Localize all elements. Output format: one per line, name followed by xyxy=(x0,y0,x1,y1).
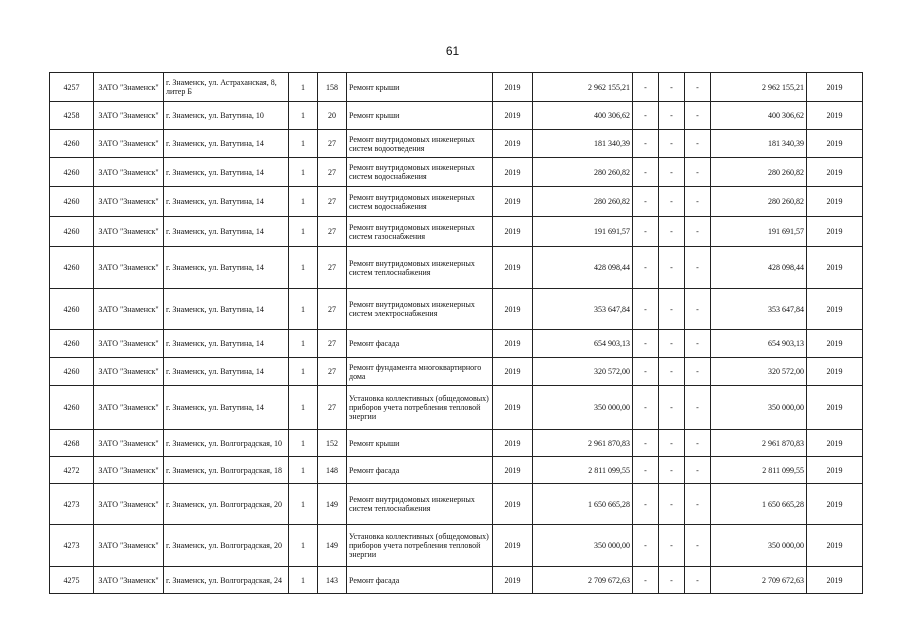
year-cell: 2019 xyxy=(493,187,533,217)
empty-cell-3: - xyxy=(685,358,711,386)
municipality-cell: ЗАТО "Знаменск" xyxy=(94,289,164,330)
cost-cell: 428 098,44 xyxy=(533,247,633,289)
count-b-cell: 27 xyxy=(318,187,347,217)
municipality-cell: ЗАТО "Знаменск" xyxy=(94,525,164,567)
completion-year-cell: 2019 xyxy=(807,130,863,158)
work-type-cell: Ремонт фасада xyxy=(347,330,493,358)
empty-cell-1: - xyxy=(633,187,659,217)
municipality-cell: ЗАТО "Знаменск" xyxy=(94,158,164,187)
empty-cell-3: - xyxy=(685,457,711,484)
address-cell: г. Знаменск, ул. Ватутина, 14 xyxy=(164,330,289,358)
cost-cell: 350 000,00 xyxy=(533,525,633,567)
cost-cell: 2 961 870,83 xyxy=(533,430,633,457)
empty-cell-3: - xyxy=(685,247,711,289)
count-a-cell: 1 xyxy=(289,217,318,247)
completion-year-cell: 2019 xyxy=(807,358,863,386)
year-cell: 2019 xyxy=(493,525,533,567)
work-type-cell: Ремонт внутридомовых инженерных систем теплоснабжения xyxy=(347,484,493,525)
address-cell: г. Знаменск, ул. Волгоградская, 20 xyxy=(164,525,289,567)
count-b-cell: 152 xyxy=(318,430,347,457)
count-a-cell: 1 xyxy=(289,358,318,386)
house-id-cell: 4258 xyxy=(50,102,94,130)
year-cell: 2019 xyxy=(493,102,533,130)
municipality-cell: ЗАТО "Знаменск" xyxy=(94,247,164,289)
cost-cell: 181 340,39 xyxy=(533,130,633,158)
table-row xyxy=(50,187,863,217)
house-id-cell: 4273 xyxy=(50,484,94,525)
cost-cell: 2 709 672,63 xyxy=(533,567,633,594)
completion-year-cell: 2019 xyxy=(807,567,863,594)
total-cell: 353 647,84 xyxy=(711,289,807,330)
count-b-cell: 20 xyxy=(318,102,347,130)
municipality-cell: ЗАТО "Знаменск" xyxy=(94,330,164,358)
empty-cell-2: - xyxy=(659,567,685,594)
total-cell: 2 709 672,63 xyxy=(711,567,807,594)
house-id-cell: 4260 xyxy=(50,358,94,386)
municipality-cell: ЗАТО "Знаменск" xyxy=(94,73,164,102)
total-cell: 654 903,13 xyxy=(711,330,807,358)
count-b-cell: 158 xyxy=(318,73,347,102)
year-cell: 2019 xyxy=(493,73,533,102)
year-cell: 2019 xyxy=(493,158,533,187)
count-b-cell: 27 xyxy=(318,358,347,386)
year-cell: 2019 xyxy=(493,130,533,158)
cost-cell: 654 903,13 xyxy=(533,330,633,358)
house-id-cell: 4272 xyxy=(50,457,94,484)
count-b-cell: 27 xyxy=(318,130,347,158)
work-type-cell: Ремонт крыши xyxy=(347,102,493,130)
address-cell: г. Знаменск, ул. Ватутина, 14 xyxy=(164,247,289,289)
table-row xyxy=(50,525,863,567)
address-cell: г. Знаменск, ул. Волгоградская, 10 xyxy=(164,430,289,457)
work-type-cell: Ремонт внутридомовых инженерных систем электроснабжения xyxy=(347,289,493,330)
count-a-cell: 1 xyxy=(289,130,318,158)
completion-year-cell: 2019 xyxy=(807,102,863,130)
empty-cell-3: - xyxy=(685,567,711,594)
completion-year-cell: 2019 xyxy=(807,217,863,247)
table-row xyxy=(50,567,863,594)
house-id-cell: 4257 xyxy=(50,73,94,102)
table-row xyxy=(50,330,863,358)
municipality-cell: ЗАТО "Знаменск" xyxy=(94,187,164,217)
empty-cell-1: - xyxy=(633,158,659,187)
house-id-cell: 4260 xyxy=(50,158,94,187)
table-row xyxy=(50,73,863,102)
empty-cell-3: - xyxy=(685,73,711,102)
empty-cell-2: - xyxy=(659,289,685,330)
empty-cell-2: - xyxy=(659,130,685,158)
empty-cell-1: - xyxy=(633,430,659,457)
empty-cell-3: - xyxy=(685,217,711,247)
municipality-cell: ЗАТО "Знаменск" xyxy=(94,102,164,130)
count-a-cell: 1 xyxy=(289,330,318,358)
work-type-cell: Ремонт фасада xyxy=(347,457,493,484)
cost-cell: 350 000,00 xyxy=(533,386,633,430)
count-a-cell: 1 xyxy=(289,567,318,594)
completion-year-cell: 2019 xyxy=(807,289,863,330)
municipality-cell: ЗАТО "Знаменск" xyxy=(94,130,164,158)
completion-year-cell: 2019 xyxy=(807,330,863,358)
total-cell: 181 340,39 xyxy=(711,130,807,158)
count-b-cell: 27 xyxy=(318,289,347,330)
empty-cell-2: - xyxy=(659,158,685,187)
municipality-cell: ЗАТО "Знаменск" xyxy=(94,567,164,594)
municipality-cell: ЗАТО "Знаменск" xyxy=(94,484,164,525)
empty-cell-1: - xyxy=(633,217,659,247)
empty-cell-1: - xyxy=(633,102,659,130)
address-cell: г. Знаменск, ул. Волгоградская, 20 xyxy=(164,484,289,525)
count-a-cell: 1 xyxy=(289,525,318,567)
completion-year-cell: 2019 xyxy=(807,73,863,102)
address-cell: г. Знаменск, ул. Ватутина, 14 xyxy=(164,217,289,247)
municipality-cell: ЗАТО "Знаменск" xyxy=(94,386,164,430)
empty-cell-3: - xyxy=(685,158,711,187)
empty-cell-2: - xyxy=(659,430,685,457)
municipality-cell: ЗАТО "Знаменск" xyxy=(94,430,164,457)
empty-cell-2: - xyxy=(659,525,685,567)
total-cell: 280 260,82 xyxy=(711,158,807,187)
cost-cell: 280 260,82 xyxy=(533,158,633,187)
house-id-cell: 4273 xyxy=(50,525,94,567)
cost-cell: 400 306,62 xyxy=(533,102,633,130)
count-b-cell: 148 xyxy=(318,457,347,484)
table-row xyxy=(50,217,863,247)
completion-year-cell: 2019 xyxy=(807,158,863,187)
table-row xyxy=(50,386,863,430)
empty-cell-3: - xyxy=(685,430,711,457)
municipality-cell: ЗАТО "Знаменск" xyxy=(94,457,164,484)
total-cell: 2 961 870,83 xyxy=(711,430,807,457)
completion-year-cell: 2019 xyxy=(807,247,863,289)
house-id-cell: 4260 xyxy=(50,289,94,330)
address-cell: г. Знаменск, ул. Волгоградская, 24 xyxy=(164,567,289,594)
empty-cell-1: - xyxy=(633,484,659,525)
empty-cell-3: - xyxy=(685,187,711,217)
empty-cell-2: - xyxy=(659,358,685,386)
work-type-cell: Ремонт внутридомовых инженерных систем водоснабжения xyxy=(347,158,493,187)
count-a-cell: 1 xyxy=(289,73,318,102)
total-cell: 350 000,00 xyxy=(711,386,807,430)
empty-cell-1: - xyxy=(633,289,659,330)
year-cell: 2019 xyxy=(493,330,533,358)
total-cell: 400 306,62 xyxy=(711,102,807,130)
house-id-cell: 4260 xyxy=(50,187,94,217)
table-row xyxy=(50,430,863,457)
cost-cell: 2 962 155,21 xyxy=(533,73,633,102)
house-id-cell: 4268 xyxy=(50,430,94,457)
count-b-cell: 149 xyxy=(318,484,347,525)
work-type-cell: Ремонт фундамента многоквартирного дома xyxy=(347,358,493,386)
year-cell: 2019 xyxy=(493,484,533,525)
work-type-cell: Установка коллективных (общедомовых) приборов учета потребления тепловой энергии xyxy=(347,525,493,567)
total-cell: 428 098,44 xyxy=(711,247,807,289)
count-a-cell: 1 xyxy=(289,430,318,457)
count-a-cell: 1 xyxy=(289,386,318,430)
year-cell: 2019 xyxy=(493,567,533,594)
year-cell: 2019 xyxy=(493,247,533,289)
table-row xyxy=(50,247,863,289)
municipality-cell: ЗАТО "Знаменск" xyxy=(94,217,164,247)
address-cell: г. Знаменск, ул. Ватутина, 10 xyxy=(164,102,289,130)
address-cell: г. Знаменск, ул. Ватутина, 14 xyxy=(164,358,289,386)
empty-cell-3: - xyxy=(685,484,711,525)
total-cell: 1 650 665,28 xyxy=(711,484,807,525)
table-row xyxy=(50,130,863,158)
empty-cell-1: - xyxy=(633,457,659,484)
address-cell: г. Знаменск, ул. Ватутина, 14 xyxy=(164,289,289,330)
completion-year-cell: 2019 xyxy=(807,187,863,217)
empty-cell-3: - xyxy=(685,130,711,158)
house-id-cell: 4260 xyxy=(50,330,94,358)
work-type-cell: Ремонт фасада xyxy=(347,567,493,594)
cost-cell: 320 572,00 xyxy=(533,358,633,386)
count-b-cell: 27 xyxy=(318,386,347,430)
table-row xyxy=(50,484,863,525)
empty-cell-3: - xyxy=(685,386,711,430)
address-cell: г. Знаменск, ул. Астраханская, 8, литер Б xyxy=(164,73,289,102)
work-type-cell: Ремонт внутридомовых инженерных систем водоотведения xyxy=(347,130,493,158)
total-cell: 320 572,00 xyxy=(711,358,807,386)
work-type-cell: Ремонт крыши xyxy=(347,73,493,102)
empty-cell-2: - xyxy=(659,73,685,102)
cost-cell: 191 691,57 xyxy=(533,217,633,247)
cost-cell: 2 811 099,55 xyxy=(533,457,633,484)
year-cell: 2019 xyxy=(493,358,533,386)
empty-cell-2: - xyxy=(659,102,685,130)
year-cell: 2019 xyxy=(493,430,533,457)
work-type-cell: Установка коллективных (общедомовых) приборов учета потребления тепловой энергии xyxy=(347,386,493,430)
address-cell: г. Знаменск, ул. Ватутина, 14 xyxy=(164,386,289,430)
year-cell: 2019 xyxy=(493,289,533,330)
empty-cell-1: - xyxy=(633,525,659,567)
empty-cell-1: - xyxy=(633,330,659,358)
empty-cell-1: - xyxy=(633,386,659,430)
count-a-cell: 1 xyxy=(289,158,318,187)
total-cell: 191 691,57 xyxy=(711,217,807,247)
completion-year-cell: 2019 xyxy=(807,430,863,457)
house-id-cell: 4275 xyxy=(50,567,94,594)
count-b-cell: 143 xyxy=(318,567,347,594)
empty-cell-3: - xyxy=(685,330,711,358)
cost-cell: 280 260,82 xyxy=(533,187,633,217)
address-cell: г. Знаменск, ул. Волгоградская, 18 xyxy=(164,457,289,484)
count-a-cell: 1 xyxy=(289,187,318,217)
empty-cell-1: - xyxy=(633,130,659,158)
empty-cell-1: - xyxy=(633,358,659,386)
empty-cell-1: - xyxy=(633,247,659,289)
count-a-cell: 1 xyxy=(289,457,318,484)
cost-cell: 353 647,84 xyxy=(533,289,633,330)
completion-year-cell: 2019 xyxy=(807,484,863,525)
empty-cell-2: - xyxy=(659,247,685,289)
table-row xyxy=(50,358,863,386)
empty-cell-3: - xyxy=(685,102,711,130)
count-b-cell: 27 xyxy=(318,247,347,289)
work-type-cell: Ремонт внутридомовых инженерных систем газоснабжения xyxy=(347,217,493,247)
table-row xyxy=(50,289,863,330)
total-cell: 2 962 155,21 xyxy=(711,73,807,102)
count-b-cell: 27 xyxy=(318,158,347,187)
count-a-cell: 1 xyxy=(289,102,318,130)
empty-cell-3: - xyxy=(685,525,711,567)
work-type-cell: Ремонт крыши xyxy=(347,430,493,457)
empty-cell-2: - xyxy=(659,330,685,358)
year-cell: 2019 xyxy=(493,386,533,430)
address-cell: г. Знаменск, ул. Ватутина, 14 xyxy=(164,158,289,187)
table-row xyxy=(50,158,863,187)
work-type-cell: Ремонт внутридомовых инженерных систем теплоснабжения xyxy=(347,247,493,289)
empty-cell-2: - xyxy=(659,217,685,247)
table-row xyxy=(50,102,863,130)
completion-year-cell: 2019 xyxy=(807,525,863,567)
year-cell: 2019 xyxy=(493,217,533,247)
page-number: 61 xyxy=(445,44,460,58)
address-cell: г. Знаменск, ул. Ватутина, 14 xyxy=(164,187,289,217)
empty-cell-2: - xyxy=(659,457,685,484)
cost-cell: 1 650 665,28 xyxy=(533,484,633,525)
empty-cell-1: - xyxy=(633,567,659,594)
total-cell: 350 000,00 xyxy=(711,525,807,567)
empty-cell-3: - xyxy=(685,289,711,330)
completion-year-cell: 2019 xyxy=(807,457,863,484)
completion-year-cell: 2019 xyxy=(807,386,863,430)
house-id-cell: 4260 xyxy=(50,217,94,247)
count-b-cell: 27 xyxy=(318,330,347,358)
house-id-cell: 4260 xyxy=(50,130,94,158)
house-id-cell: 4260 xyxy=(50,247,94,289)
table-row xyxy=(50,457,863,484)
total-cell: 280 260,82 xyxy=(711,187,807,217)
empty-cell-2: - xyxy=(659,386,685,430)
count-b-cell: 149 xyxy=(318,525,347,567)
count-b-cell: 27 xyxy=(318,217,347,247)
empty-cell-2: - xyxy=(659,187,685,217)
count-a-cell: 1 xyxy=(289,289,318,330)
work-type-cell: Ремонт внутридомовых инженерных систем водоснабжения xyxy=(347,187,493,217)
address-cell: г. Знаменск, ул. Ватутина, 14 xyxy=(164,130,289,158)
year-cell: 2019 xyxy=(493,457,533,484)
total-cell: 2 811 099,55 xyxy=(711,457,807,484)
count-a-cell: 1 xyxy=(289,247,318,289)
municipality-cell: ЗАТО "Знаменск" xyxy=(94,358,164,386)
house-id-cell: 4260 xyxy=(50,386,94,430)
count-a-cell: 1 xyxy=(289,484,318,525)
empty-cell-1: - xyxy=(633,73,659,102)
empty-cell-2: - xyxy=(659,484,685,525)
repair-registry-table xyxy=(49,72,863,594)
